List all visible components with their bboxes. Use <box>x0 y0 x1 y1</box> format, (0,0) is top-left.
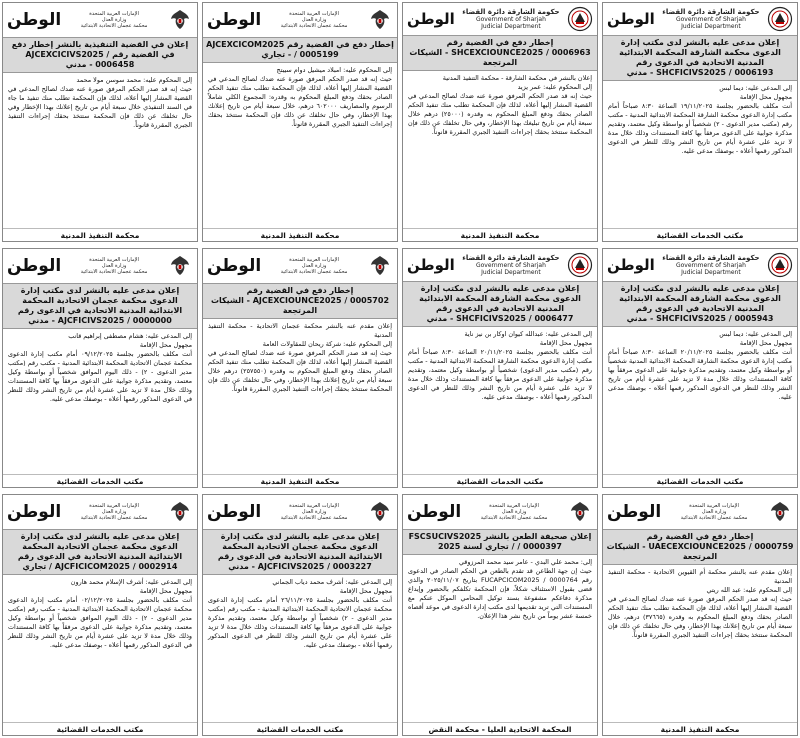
notice-title: إعلان مدعى عليه بالنشر لدى مكتب إدارة الدعوى محكمة عجمان الاتحادية المحكمة الابتدائية المدنية الاتحادية في الدعوى رقم AJCFICIVS2025 / 0003227 - مدني <box>203 529 397 575</box>
notice-footer: مكتب الخدمات القضائية <box>603 228 797 241</box>
notice-title: إعلان مدعى عليه بالنشر لدى مكتب إدارة الدعوى محكمة الشارقة المحكمة الابتدائية المدنية الاتحادية في الدعوى رقم SHCFICIVS2025 / 0005943 - مدني <box>603 281 797 327</box>
country-name: الإمارات العربية المتحدة <box>689 503 739 509</box>
notice-footer: محكمة التنفيذ المدنية <box>203 228 397 241</box>
notice-header <box>403 495 597 529</box>
notice-body: إعلان بالنشر في محكمة الشارقة - محكمة التنفيذ المدنية إلى المحكوم عليه: عمر يزيد حيث إنه قد صدر الحكم المرفق صورة عنه ضدك لصالح المدعي في القضية المشار إليها أعلاه. لذلك فإن المحكمة تطلب منك تنفيذ الحكم الصادر بحقك ودفع المبلغ المحكوم به وقدره (٢٥٠٠٠) درهم خلال سبعة أيام من تاريخ تبليغك بهذا الإخطار، وفي حال تخلفك عن ذلك فإن المحكمة ستتخذ بحقك إجراءات التنفيذ الجبري المقررة قانوناً. <box>408 74 592 136</box>
dept-name-en: Judicial Department <box>681 23 741 30</box>
country-name: الإمارات العربية المتحدة <box>289 257 339 263</box>
gov-name-en: Government of Sharjah <box>475 262 546 269</box>
notice-body: إلى: محمد علي البدي - عامر سيد محمد المرزوقي حيث إن جهة الطاعن قد تقدم بالطعن في الحكم الصادر في الدعوى رقم FUCAPCICOM2025 / 0000764 بتاريخ ٢٠٢٥/١١/٠٧ والذي قضى بقبول الاستئناف شكلاً، فإن المحكمة تكلفكم بالحضور وإيداع مذكرة دفاعكم مشفوعة بسند توكيل المحامي الموكل عنكم مع المستندات التي تريد تقديمها لدى مكتب إدارة الدعوى في موعد أقصاه خمسة عشر يوماً من تاريخ نشر هذا الإعلان. <box>407 558 592 620</box>
notice-footer: مكتب الخدمات القضائية <box>3 474 197 487</box>
gov-name-ar: حكومة الشارقة دائرة القضاء <box>462 254 560 262</box>
notice-card <box>2 248 198 488</box>
notice-body: إلى المدعى عليه: أشرف محمد دياب الجماني مجهول محل الإقامة أنت مكلف بالحضور بجلسة ٢٦/١١/٢٠٢٥ أمام مكتب إدارة الدعوى محكمة عجمان الاتحادية المحكمة الابتدائية المدنية - مكتب رقم (مكتب مدير الدعوى - ٢) شخصياً أو بواسطة وكيل معتمد، وتقديم مذكرة جوابية على الدعوى مرفقاً بها كافة المستندات وذلك خلال مدة لا تزيد على عشرة أيام من تاريخ النشر وذلك للنظر في الدعوى المذكور رقمها أعلاه - بوصفك مدعى عليه. <box>208 578 392 649</box>
gov-name-en: Government of Sharjah <box>675 16 746 23</box>
gov-name-ar: حكومة الشارقة دائرة القضاء <box>462 8 560 16</box>
newspaper-logo: الوطن <box>407 256 455 274</box>
notice-body: إعلان مقدم عنه بالنشر محكمة أم القيوين الاتحادية - محكمة التنفيذ المدنية إلى المحكوم عليه: عبد الله ريتي حيث إنه قد صدر الحكم المرفق صورة عنه ضدك لصالح المدعي في القضية المشار إليها أعلاه، لذلك فإن المحكمة تطلب منك تنفيذ الحكم الصادر بحقك ودفع المبلغ المحكوم به وقدره (٣٧٦٦٥) درهم، خلال سبعة أيام من تاريخ إعلانك بهذا الإخطار، وفي حال تخلفك عن ذلك فإن المحكمة ستتخذ بحقك إجراءات التنفيذ الجبري المقررة قانوناً. <box>608 568 792 639</box>
uae-emblem-icon <box>167 253 193 279</box>
gov-block <box>81 11 148 29</box>
notice-title: إعلان مدعى عليه بالنشر لدى مكتب إدارة الدعوى محكمة عجمان الاتحادية المحكمة الابتدائية المدنية الاتحادية في الدعوى رقم AJCFICICOM2025 / 0002914 / تجاري <box>3 529 197 575</box>
gov-block <box>681 503 748 521</box>
notice-card <box>402 2 598 242</box>
notice-card <box>2 2 198 242</box>
gov-block <box>281 11 348 29</box>
notice-title: إخطار دفع في القضية رقم AJCEXCIOUNCE2025 / 0005702 - الشيكات المرتجعة <box>203 283 397 319</box>
gov-block <box>81 257 148 275</box>
notice-body: إعلان مقدم عنه بالنشر محكمة عجمان الاتحادية - محكمة التنفيذ المدنية إلى المحكوم عليه: شركة ريحان للمقاولات العامة حيث إنه قد صدر الحكم المرفق صورة عنه ضدك لصالح المدعي في القضية المشار إليها أعلاه، لذلك فإن المحكمة تطلب منك تنفيذ الحكم الصادر بحقك ودفع المبلغ المحكوم به وقدره (٢٥٧٥٥٠) درهم خلال سبعة أيام من تاريخ إعلانك بهذا الإخطار، وفي حال تخلفك عن ذلك فإن المحكمة ستتخذ بحقك إجراءات التنفيذ الجبري المقررة قانوناً. <box>208 322 392 393</box>
notice-header <box>403 249 597 281</box>
notice-header <box>603 249 797 281</box>
gov-block <box>481 503 548 521</box>
notice-title: إعلان صحيفة الطعن بالنشر FSCSUCIVS2025 / 0000397 / تجاري لسنة 2025 <box>403 529 597 555</box>
newspaper-logo: الوطن <box>607 502 662 522</box>
gov-name-ar: حكومة الشارقة دائرة القضاء <box>662 254 760 262</box>
court-name: محكمة عجمان الاتحادية الابتدائية <box>80 269 148 275</box>
notice-footer: محكمة التنفيذ المدنية <box>203 474 397 487</box>
notice-header <box>203 249 397 283</box>
notice-footer: مكتب الخدمات القضائية <box>603 474 797 487</box>
newspaper-logo: الوطن <box>7 10 62 30</box>
notice-header <box>3 3 197 37</box>
uae-emblem-icon <box>367 499 393 525</box>
notice-footer: مكتب الخدمات القضائية <box>203 722 397 735</box>
uae-emblem-icon <box>367 7 393 33</box>
notice-header <box>603 3 797 35</box>
country-name: الإمارات العربية المتحدة <box>89 503 139 509</box>
notice-card <box>202 2 398 242</box>
notice-card <box>602 494 798 736</box>
newspaper-logo: الوطن <box>7 256 62 276</box>
dept-name-en: Judicial Department <box>481 23 541 30</box>
court-name: محكمة عجمان الاتحادية الابتدائية <box>680 515 748 521</box>
country-name: الإمارات العربية المتحدة <box>489 503 539 509</box>
sharjah-emblem-icon <box>767 252 793 278</box>
court-name: محكمة عجمان الاتحادية الابتدائية <box>280 269 348 275</box>
court-name: محكمة عجمان الاتحادية الابتدائية <box>480 515 548 521</box>
notice-body: إلى المحكوم عليه: امبلاد ميشيل دوام سيبتج حيث إنه قد صدر الحكم المرفق صورة عنه ضدك لصالح المدعي في القضية المشار إليها أعلاه. لذلك فإن المحكمة تطلب منك تنفيذ الحكم الصادر بحقك ودفع المبلغ المحكوم به وقدره: المجموع الكلي شاملاً الرسوم والمصاريف ٦٠٢٠٠٠ درهم، خلال سبعة أيام من تاريخ إعلانك بهذا الإخطار، وفي حال تخلفك عن ذلك فإن المحكمة ستتخذ بحقك إجراءات التنفيذ الجبري المقررة قانوناً. <box>208 66 392 128</box>
notice-footer: محكمة التنفيذ المدنية <box>403 228 597 241</box>
newspaper-logo: الوطن <box>207 256 262 276</box>
notice-card <box>202 494 398 736</box>
ministry-name: وزارة العدل <box>101 17 127 23</box>
uae-emblem-icon <box>567 499 593 525</box>
notice-title: إعلان مدعى عليه بالنشر لدى مكتب إدارة الدعوى محكمة الشارقة المحكمة الابتدائية المدنية الاتحادية في الدعوى رقم SHCFICIVS2025 / 0006477 - مدني <box>403 281 597 327</box>
notice-footer: مكتب الخدمات القضائية <box>3 722 197 735</box>
ministry-name: وزارة العدل <box>301 509 327 515</box>
uae-emblem-icon <box>367 253 393 279</box>
country-name: الإمارات العربية المتحدة <box>289 11 339 17</box>
ministry-name: وزارة العدل <box>101 263 127 269</box>
notice-footer: مكتب الخدمات القضائية <box>403 474 597 487</box>
gov-name-en: Government of Sharjah <box>675 262 746 269</box>
sharjah-emblem-icon <box>567 252 593 278</box>
notice-card <box>602 248 798 488</box>
notice-footer: محكمة التنفيذ المدنية <box>603 722 797 735</box>
newspaper-logo: الوطن <box>407 502 462 522</box>
notice-body: إلى المحكوم عليه: محمد سوسن مولا محمد حيث إنه قد صدر الحكم المرفق صورة عنه ضدك لصالح المدعي في القضية المشار إليها أعلاه، لذلك فإن المحكمة تطلب منك تنفيذ ما جاء في السند التنفيذي خلال سبعة أيام من تاريخ إعلانك بهذا الإخطار وفي حال تخلفك عن ذلك فإن المحكمة ستتخذ بحقك إجراءات التنفيذ الجبري المقررة قانوناً. <box>8 76 192 129</box>
country-name: الإمارات العربية المتحدة <box>89 257 139 263</box>
notice-row-2 <box>0 248 800 488</box>
notice-row-3 <box>0 494 800 736</box>
gov-block <box>662 8 759 30</box>
notice-footer: محكمة التنفيذ المدنية <box>3 228 197 241</box>
ministry-name: وزارة العدل <box>701 509 727 515</box>
newspaper-logo: الوطن <box>607 10 655 28</box>
notice-card <box>2 494 198 736</box>
ministry-name: وزارة العدل <box>301 17 327 23</box>
notice-header <box>3 249 197 283</box>
court-name: محكمة عجمان الاتحادية الابتدائية <box>280 515 348 521</box>
notice-card <box>402 248 598 488</box>
gov-name-ar: حكومة الشارقة دائرة القضاء <box>662 8 760 16</box>
ministry-name: وزارة العدل <box>101 509 127 515</box>
dept-name-en: Judicial Department <box>681 269 741 276</box>
notice-header <box>203 3 397 37</box>
uae-emblem-icon <box>167 499 193 525</box>
notice-footer: المحكمة الاتحادية العليا - محكمة النقض <box>403 722 597 735</box>
gov-block <box>462 254 559 276</box>
newspaper-logo: الوطن <box>407 10 455 28</box>
notice-body: إلى المدعى عليه: هشام مصطفى إبراهيم قانب مجهول محل الإقامة أنت مكلف بالحضور بجلسة ٠٩/١٢/٢٠٢٥ أمام مكتب إدارة الدعوى محكمة عجمان الاتحادية المحكمة الابتدائية المدنية - مكتب رقم (مكتب مدير الدعوى - ٢) - ذلك اليوم الموافق شخصياً أو بواسطة وكيل معتمد، وتقديم مذكرة جوابية على الدعوى مرفقاً بها كافة المستندات وذلك خلال مدة لا تزيد على عشرة أيام من تاريخ النشر وذلك للنظر في الدعوى المذكور رقمها أعلاه - بوصفك مدعى عليه. <box>8 332 192 403</box>
notice-card <box>602 2 798 242</box>
gov-name-en: Government of Sharjah <box>475 16 546 23</box>
notice-title: إعلان مدعى عليه بالنشر لدى مكتب إدارة الدعوى محكمة الشارقة المحكمة الابتدائية المدنية الاتحادية في الدعوى رقم SHCFICIVS2025 / 0006193 - مدني <box>603 35 797 81</box>
uae-emblem-icon <box>767 499 793 525</box>
newspaper-logo: الوطن <box>207 10 262 30</box>
newspaper-logo: الوطن <box>607 256 655 274</box>
gov-block <box>81 503 148 521</box>
gov-block <box>281 257 348 275</box>
notice-header <box>403 3 597 35</box>
court-name: محكمة عجمان الاتحادية الابتدائية <box>80 23 148 29</box>
gov-block <box>462 8 559 30</box>
notice-title: إعلان مدعى عليه بالنشر لدى مكتب إدارة الدعوى محكمة عجمان الاتحادية المحكمة الابتدائية المدنية الاتحادية في الدعوى رقم AJCFICIVS2025 / 0000000 - مدني <box>3 283 197 329</box>
gov-block <box>662 254 759 276</box>
ministry-name: وزارة العدل <box>301 263 327 269</box>
notice-title: إعلان في القضية التنفيذية بالنشر إخطار دفع في القضية رقم AJCEXCICIVS2025 / 0006458 - مدني <box>3 37 197 73</box>
notice-card <box>402 494 598 736</box>
notice-body: إلى المدعى عليه: ديما لبس مجهول محل الإقامة أنت مكلف بالحضور بجلسة ٢٠/١١/٢٠٢٥ الساعة ٨:٣٠ صباحاً أمام مكتب إدارة الدعوى محكمة الشارقة المحكمة الابتدائية المدنية شخصياً أو بواسطة وكيل معتمد، وتقديم مذكرة جوابية على الدعوى مرفقاً بها كافة المستندات وذلك خلال مدة لا تزيد على عشرة أيام من تاريخ النشر وذلك للنظر في الدعوى المذكور رقمها أعلاه - بوصفك مدعى عليه. <box>608 330 792 401</box>
country-name: الإمارات العربية المتحدة <box>89 11 139 17</box>
court-name: محكمة عجمان الاتحادية الابتدائية <box>280 23 348 29</box>
country-name: الإمارات العربية المتحدة <box>289 503 339 509</box>
sharjah-emblem-icon <box>767 6 793 32</box>
sharjah-emblem-icon <box>567 6 593 32</box>
notice-card <box>202 248 398 488</box>
notice-body: إلى المدعى عليه: عبدالله كيوان اوكار بن نيز ناية مجهول محل الإقامة أنت مكلف بالحضور بجلسة ٢٠/١١/٢٠٢٥ الساعة ٨:٣٠ صباحاً أمام مكتب إدارة الدعوى محكمة الشارقة المحكمة الابتدائية المدنية - مكتب رقم (مكتب مدير الدعوى) شخصياً أو بواسطة وكيل معتمد، وتقديم مذكرة جوابية على الدعوى مرفقاً بها كافة المستندات وذلك خلال مدة لا تزيد على عشرة أيام من تاريخ النشر وذلك للنظر في الدعوى المذكور رقمها أعلاه - بوصفك مدعى عليه. <box>408 330 592 401</box>
newspaper-logo: الوطن <box>7 502 62 522</box>
notice-title: إخطار دفع في القضية رقم UAECEXCIOUNCE2025 / 0000759 - الشيكات المرتجعة <box>603 529 797 565</box>
notice-title: إخطار دفع في القضية رقم SHCEXCIOUNCE2025 / 0006963 - الشيكات المرتجعة <box>403 35 597 71</box>
gov-block <box>281 503 348 521</box>
notice-header <box>603 495 797 529</box>
notice-title: إخطار دفع في القضية رقم AJCEXCICOM2025 / 0005199 - تجاري <box>203 37 397 63</box>
notice-body: إلى المدعى عليه: أشرف الإسلام محمد هارون مجهول محل الإقامة أنت مكلف بالحضور بجلسة ٠٢/١٢/٢٠٢٥ أمام مكتب إدارة الدعوى محكمة عجمان الاتحادية المحكمة الابتدائية المدنية - مكتب رقم (مكتب مدير الدعوى - ٢) - ذلك اليوم الموافق شخصياً أو بواسطة وكيل معتمد، وتقديم مذكرة جوابية على الدعوى مرفقاً بها كافة المستندات وذلك خلال مدة لا تزيد على عشرة أيام من تاريخ النشر وذلك للنظر في الدعوى المذكور رقمها أعلاه - بوصفك مدعى عليه. <box>8 578 192 649</box>
uae-emblem-icon <box>167 7 193 33</box>
court-name: محكمة عجمان الاتحادية الابتدائية <box>80 515 148 521</box>
notice-header <box>203 495 397 529</box>
notice-body: إلى المدعى عليه: ديما لبس مجهول محل الإقامة أنت مكلف بالحضور بجلسة ١٩/١١/٢٠٢٥ الساعة ٨:٣٠ صباحاً أمام مكتب إدارة الدعوى محكمة الشارقة المحكمة الابتدائية المدنية - مكتب رقم (مكتب مدير الدعوى - ٢) شخصياً أو بواسطة وكيل معتمد، وتقديم مذكرة جوابية على الدعوى مرفقاً بها كافة المستندات وذلك خلال مدة لا تزيد على عشرة أيام من تاريخ النشر وذلك للنظر في الدعوى المذكور رقمها أعلاه - بوصفك مدعى عليه. <box>608 84 792 155</box>
ministry-name: وزارة العدل <box>501 509 527 515</box>
newspaper-logo: الوطن <box>207 502 262 522</box>
notice-row-1 <box>0 2 800 242</box>
notice-header <box>3 495 197 529</box>
dept-name-en: Judicial Department <box>481 269 541 276</box>
